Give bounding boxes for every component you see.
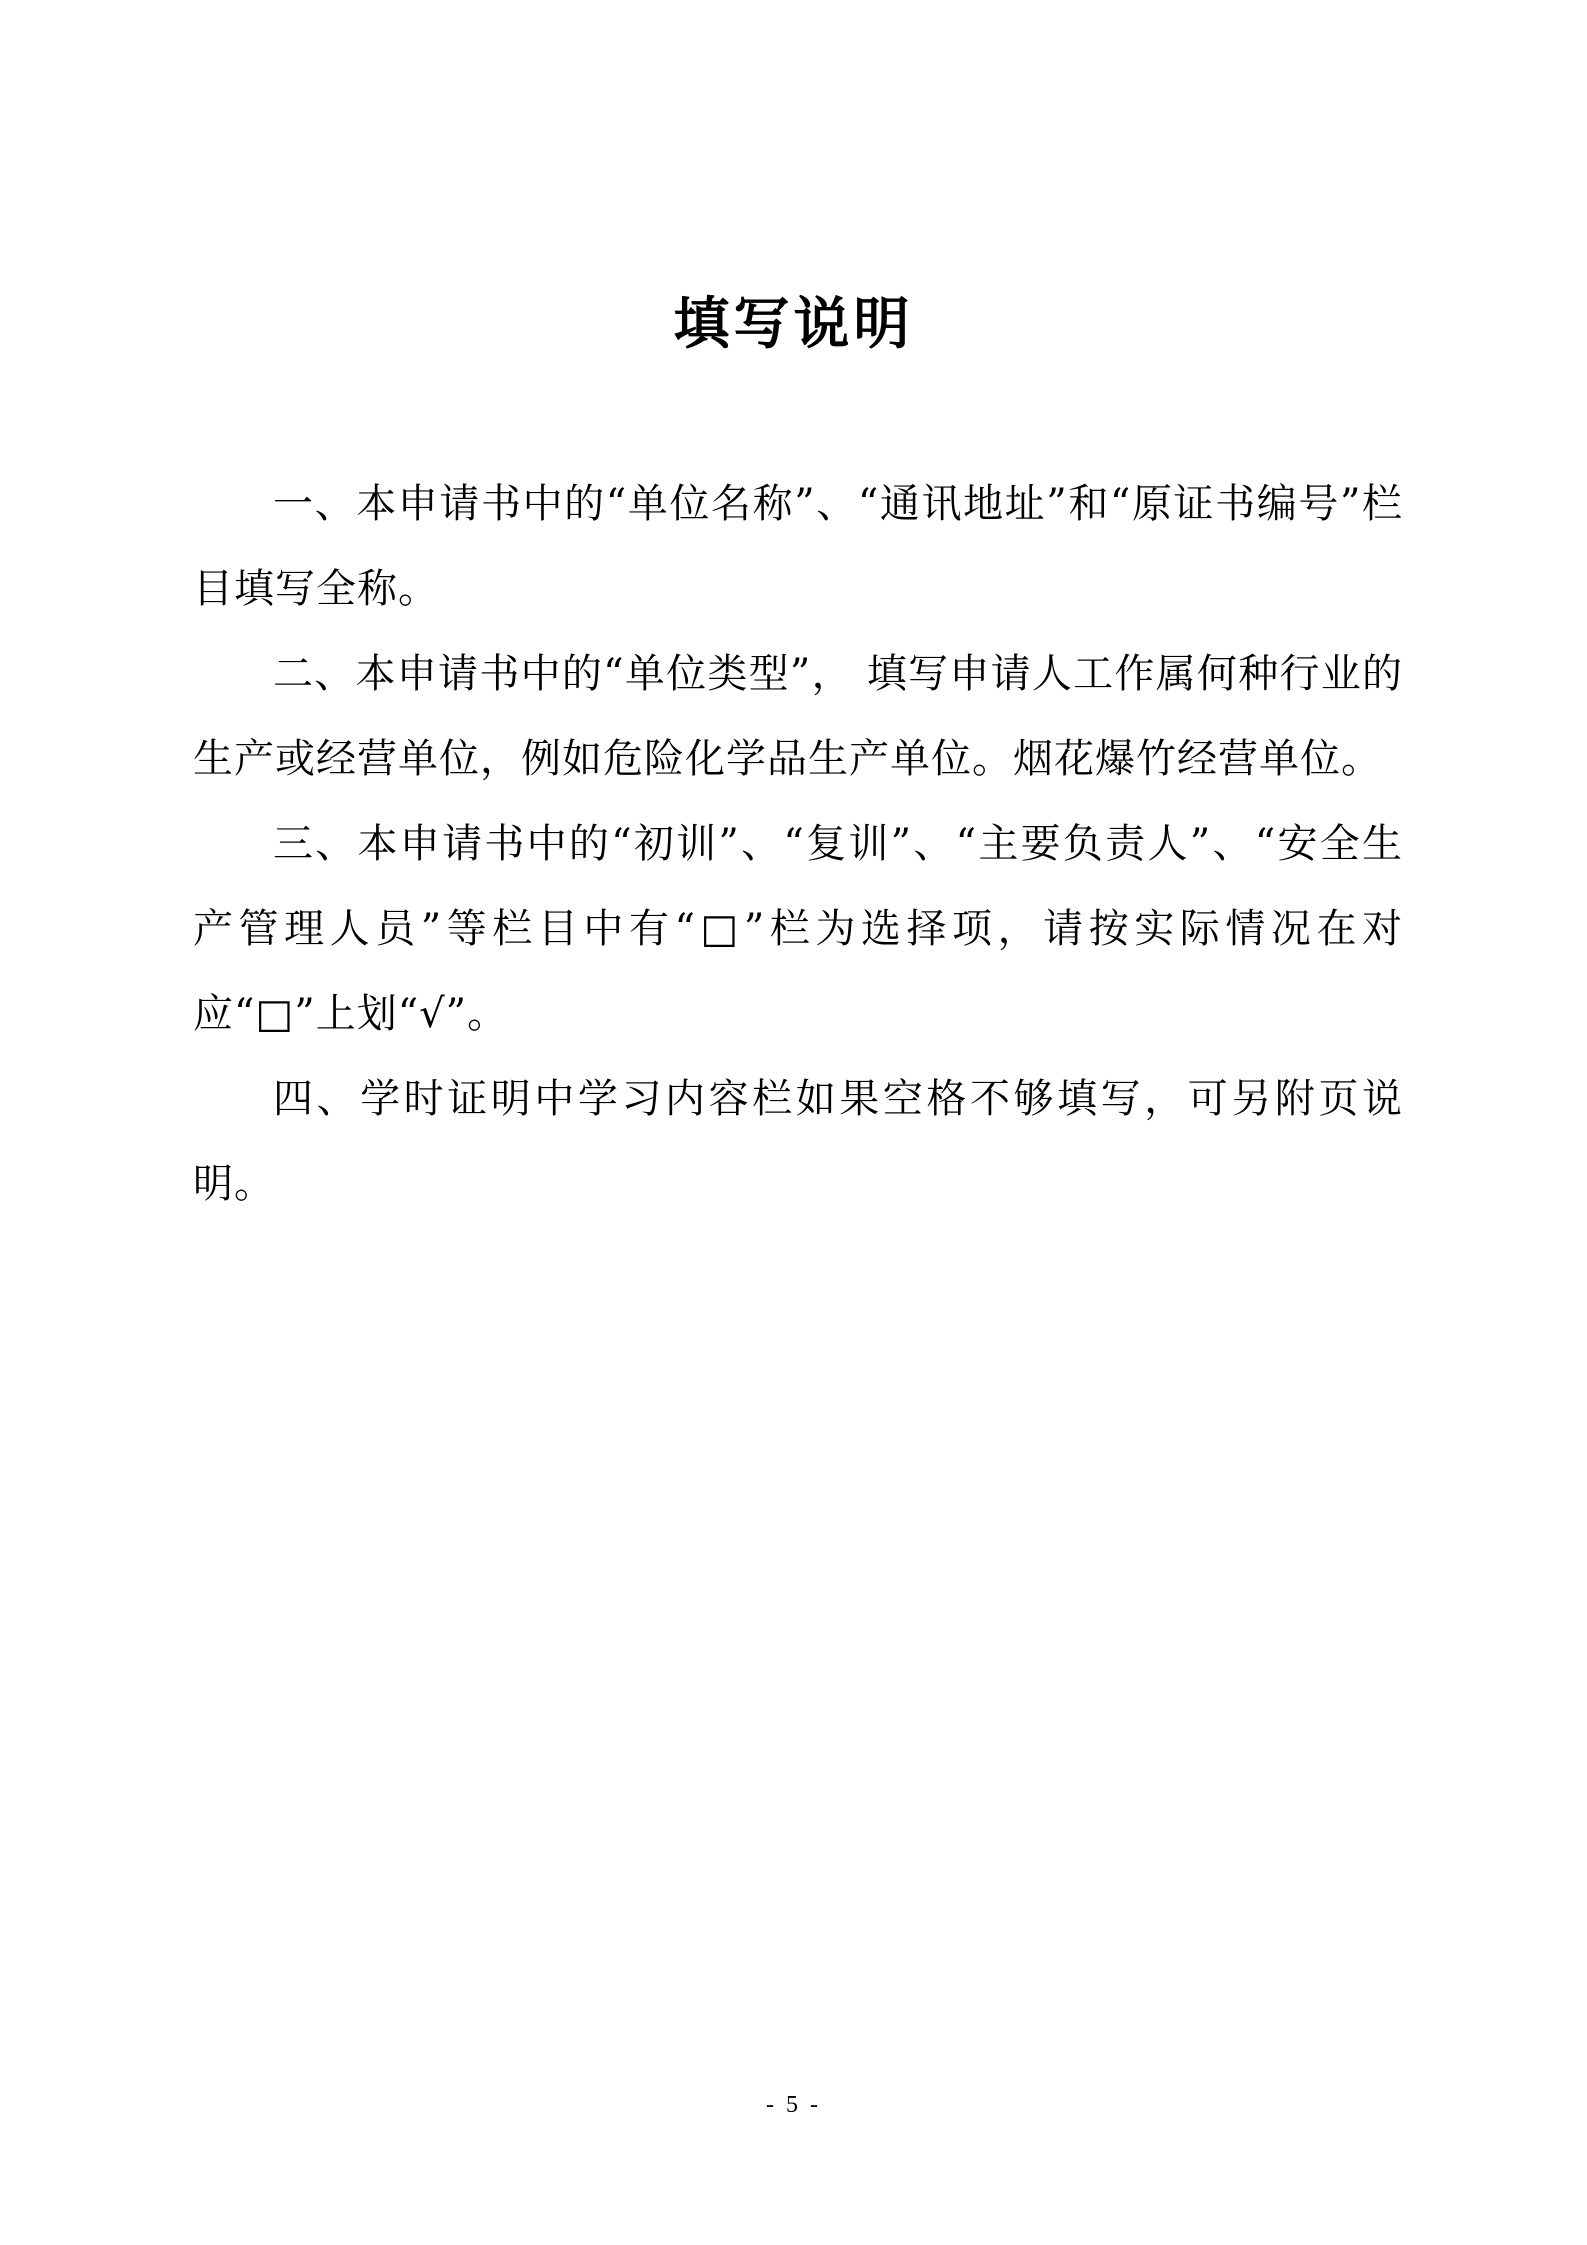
instruction-paragraph-1: 一、本申请书中的“单位名称”、“通讯地址”和“原证书编号”栏目填写全称。	[193, 481, 1403, 612]
instruction-paragraph-4: 四、学时证明中学习内容栏如果空格不够填写，可另附页说明。	[193, 1076, 1403, 1207]
page-number: - 5 -	[766, 2092, 821, 2118]
instruction-paragraph-3: 三、本申请书中的“初训”、“复训”、“主要负责人”、“安全生产管理人员”等栏目中有“□”栏为选择项，请按实际情况在对应“□”上划“√”。	[193, 821, 1403, 1037]
instruction-paragraph-2: 二、本申请书中的“单位类型”， 填写申请人工作属何种行业的生产或经营单位，例如危险化学品生产单位。烟花爆竹经营单位。	[193, 651, 1403, 782]
instructions-body	[193, 462, 1403, 1227]
page-title: 填写说明	[673, 292, 914, 357]
